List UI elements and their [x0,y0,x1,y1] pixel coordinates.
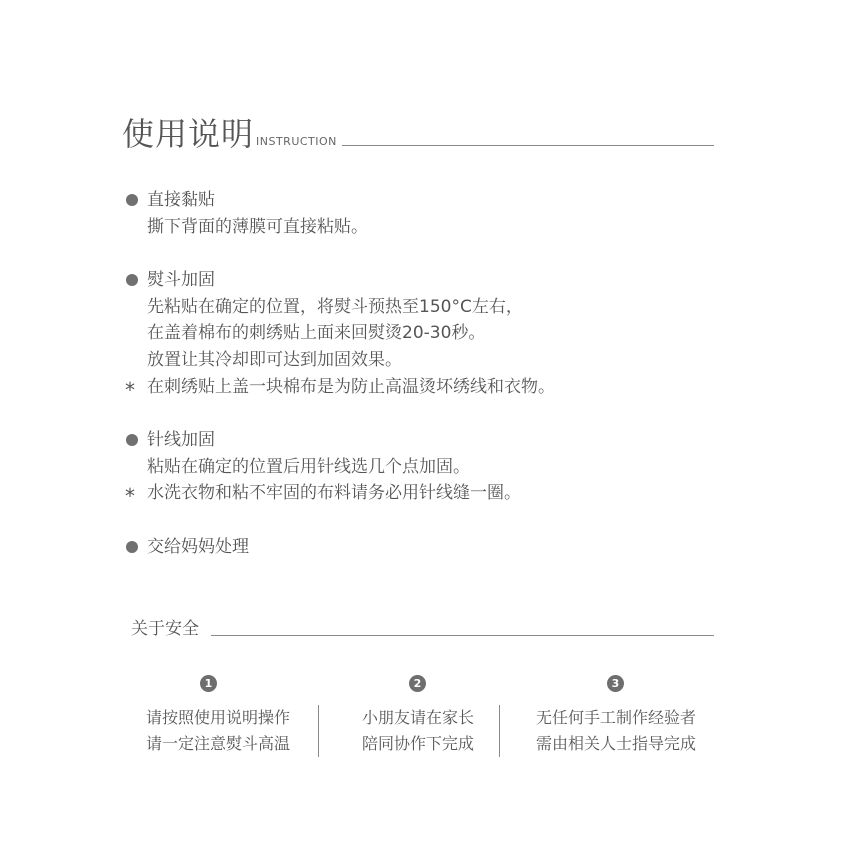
note-marker: * [125,378,135,402]
note-marker: * [125,484,135,508]
column-divider [499,705,500,757]
section-title-mom: 交给妈妈处理 [147,537,249,557]
page-subtitle: INSTRUCTION [256,135,337,148]
safety-item-line: 陪同协作下完成 [361,734,474,753]
step-number-badge: 2 [409,675,426,692]
section-bullet [126,194,138,206]
safety-item-line: 请按照使用说明操作 [145,708,290,727]
section-line: 粘贴在确定的位置后用针线选几个点加固。 [147,457,470,477]
section-note: 水洗衣物和粘不牢固的布料请务必用针线缝一圈。 [147,483,521,503]
safety-item-line: 请一定注意熨斗高温 [145,734,290,753]
section-title-iron-reinforce: 熨斗加固 [147,270,215,290]
section-bullet [126,541,138,553]
safety-item-line: 无任何手工制作经验者 [535,708,696,727]
section-note: 在刺绣贴上盖一块棉布是为防止高温烫坏绣线和衣物。 [147,377,555,397]
safety-item-line: 小朋友请在家长 [361,708,474,727]
title-divider [342,145,714,146]
section-bullet [126,274,138,286]
safety-divider [211,635,714,636]
section-title-direct-paste: 直接黏贴 [147,190,215,210]
section-line: 先粘贴在确定的位置，将熨斗预热至150°C左右， [147,297,523,317]
page-title: 使用说明 [122,115,255,153]
section-line: 在盖着棉布的刺绣贴上面来回熨烫20-30秒。 [147,323,486,343]
step-number-badge: 1 [200,675,217,692]
section-title-needle-reinforce: 针线加固 [147,430,215,450]
step-number-badge: 3 [607,675,624,692]
section-bullet [126,434,138,446]
section-line: 放置让其冷却即可达到加固效果。 [147,350,402,370]
section-line: 撕下背面的薄膜可直接粘贴。 [147,217,368,237]
safety-item-line: 需由相关人士指导完成 [535,734,696,753]
safety-title: 关于安全 [131,619,199,639]
